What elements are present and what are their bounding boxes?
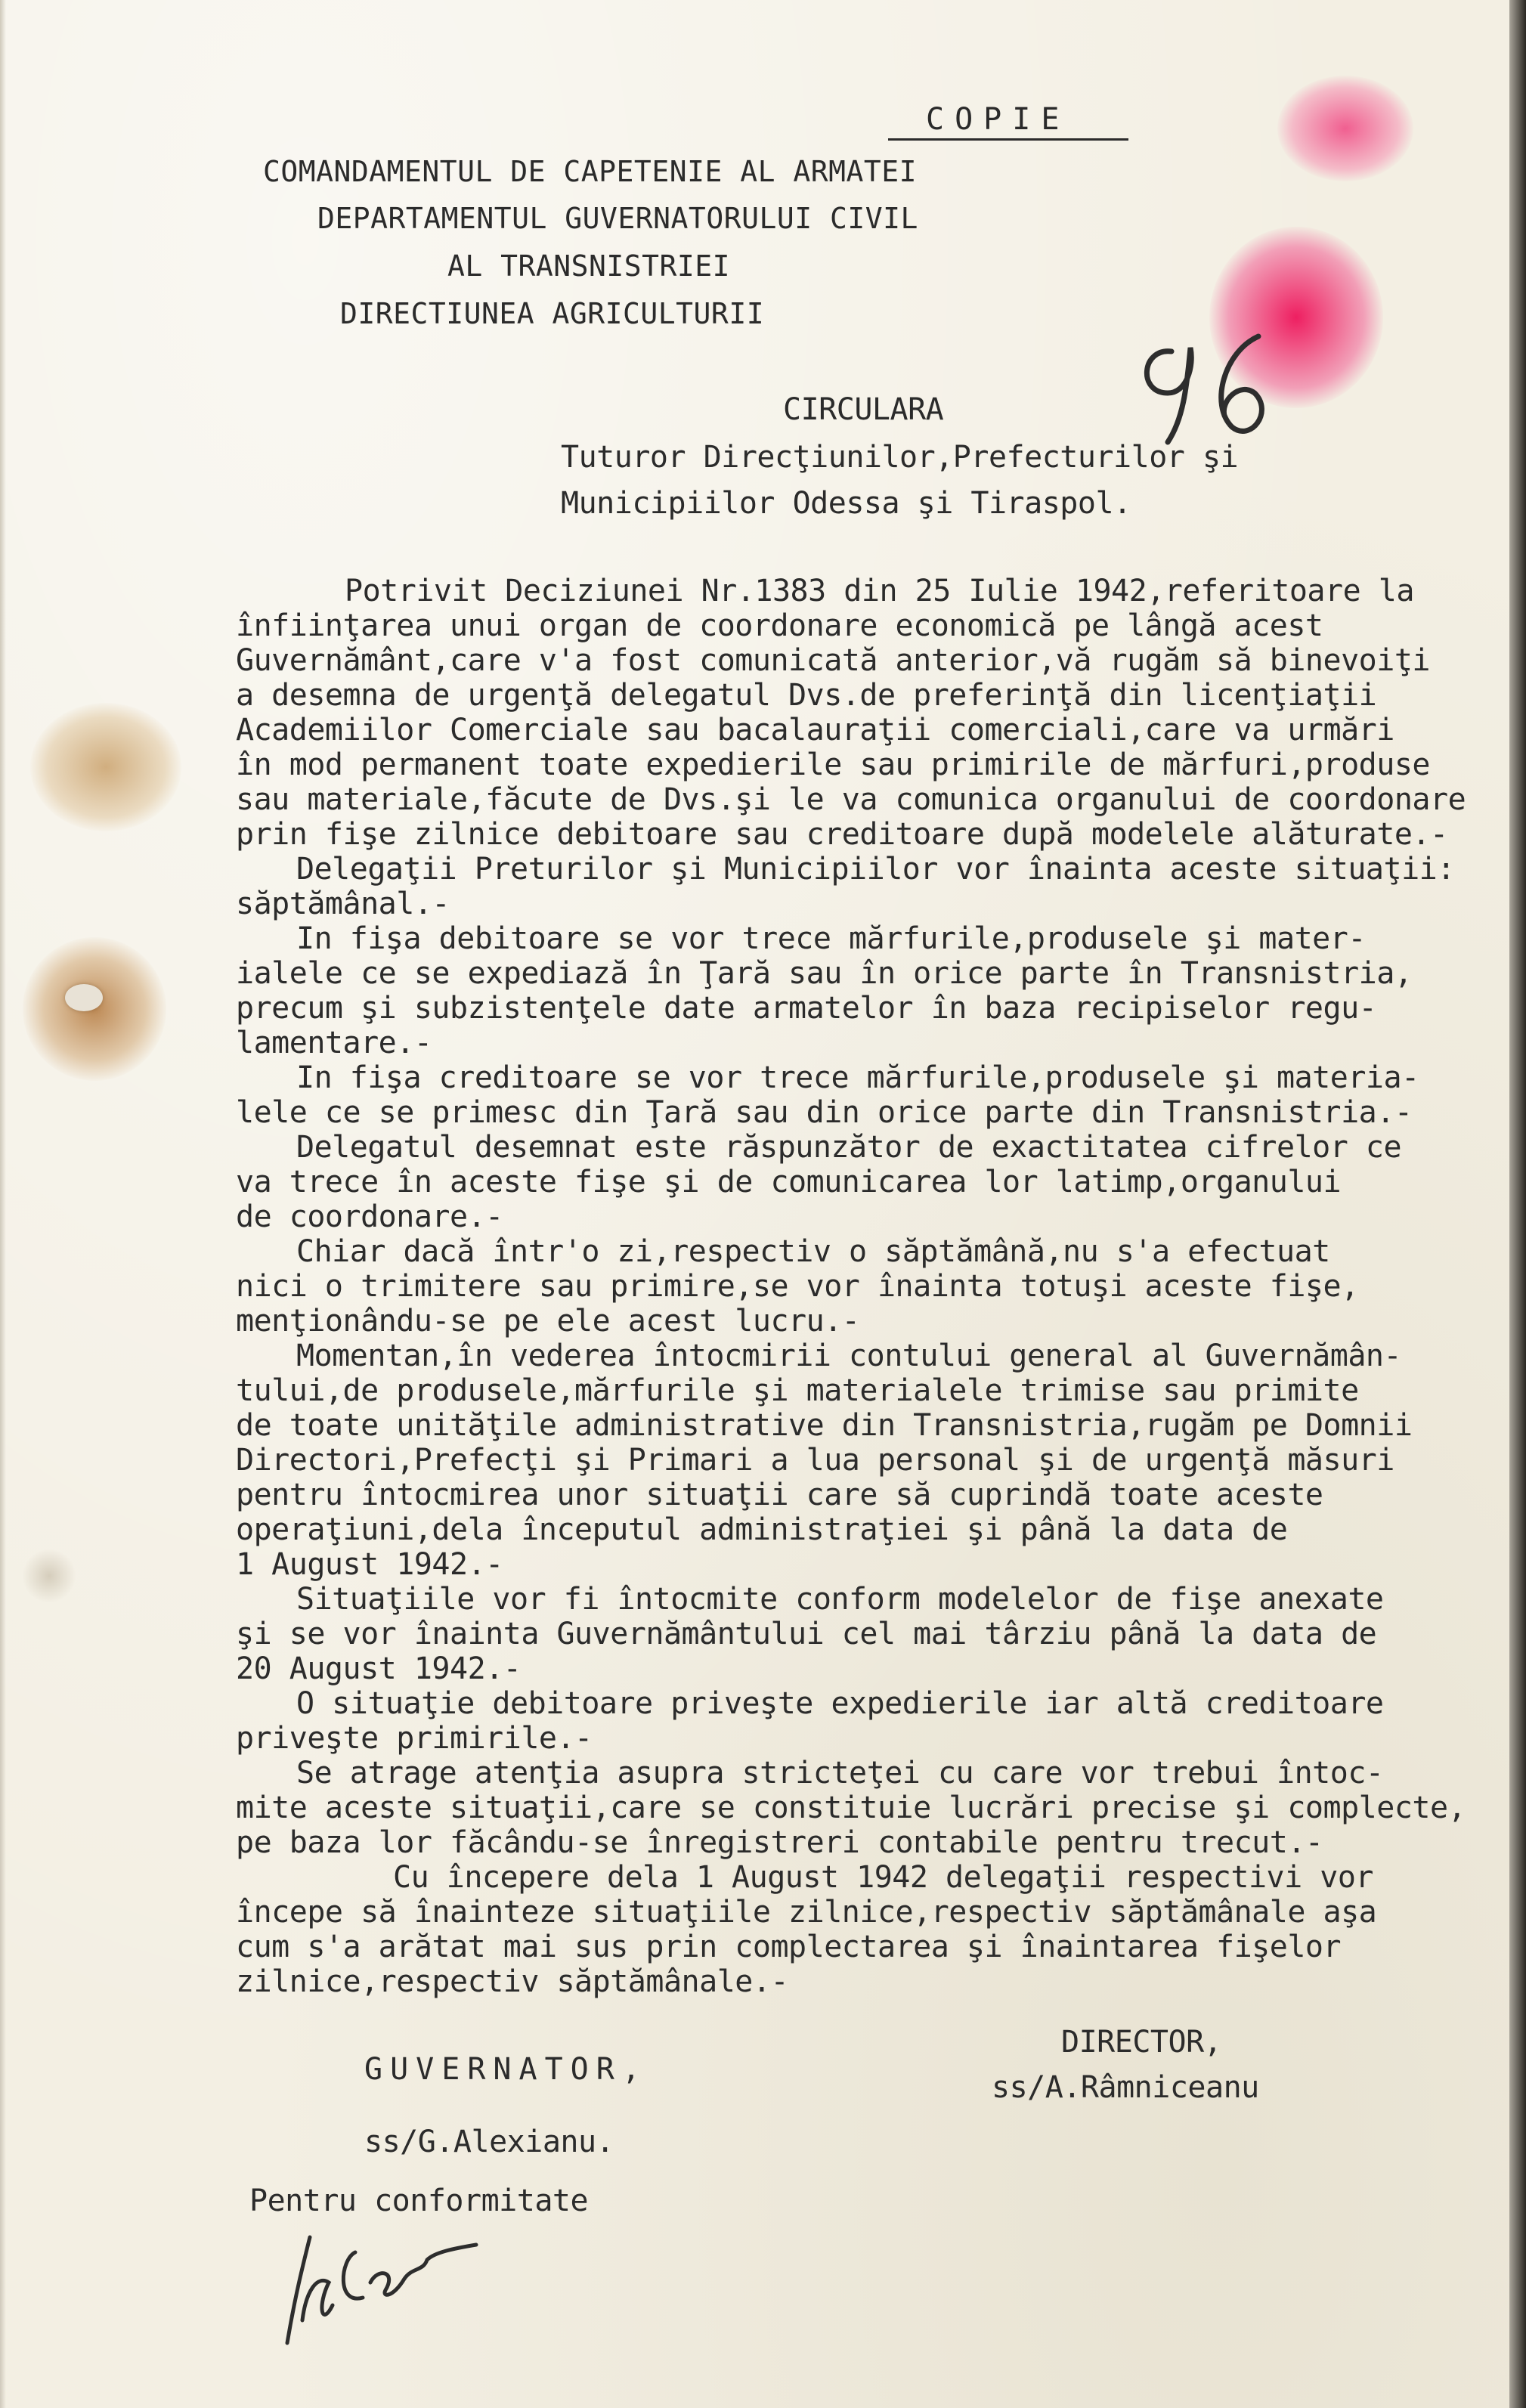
director-signature: ss/A.Râmniceanu (992, 2070, 1259, 2105)
body-line: menţionându-se pe ele acest lucru.- (236, 1304, 860, 1339)
body-line: săptămânal.- (236, 887, 450, 921)
body-line: pe baza lor făcându-se înregistreri contabile pentru trecut.- (236, 1825, 1323, 1860)
document-title: CIRCULARA (783, 392, 944, 427)
body-line: Delegaţii Preturilor şi Municipiilor vor înainta aceste situaţii: (296, 852, 1455, 887)
body-line: Cu începere dela 1 August 1942 delegaţii respectivi vor (393, 1860, 1374, 1895)
body-line: Momentan,în vederea întocmirii contului general al Guvernămân- (296, 1339, 1402, 1373)
body-line: pentru întocmirea unor situaţii care să cuprindă toate aceste (236, 1478, 1323, 1512)
header-line: DIRECTIUNEA AGRICULTURII (340, 297, 765, 330)
addressee-line: Tuturor Direcţiunilor,Prefecturilor şi (561, 440, 1239, 475)
paper-edge-left (0, 0, 6, 2408)
body-line: lele ce se primesc din Ţară sau din orice parte din Transnistria.- (236, 1095, 1413, 1130)
body-line: de toate unităţile administrative din Transnistria,rugăm pe Domnii (236, 1408, 1413, 1443)
director-title: DIRECTOR, (1061, 2025, 1222, 2060)
body-line: O situaţie debitoare priveşte expedierile iar altă creditoare (296, 1686, 1384, 1721)
conformity-note: Pentru conformitate (249, 2184, 589, 2218)
copy-mark-underline (888, 138, 1128, 141)
body-line: priveşte primirile.- (236, 1721, 593, 1756)
handwritten-signature (272, 2207, 484, 2358)
body-line: Academiilor Comerciale sau bacalauraţii comerciali,care va urmări (236, 713, 1394, 747)
header-line: AL TRANSNISTRIEI (447, 249, 731, 283)
pink-ink-mark (1277, 76, 1413, 181)
body-line: mite aceste situaţii,care se constituie lucrări precise şi complecte, (236, 1791, 1466, 1825)
body-line: 1 August 1942.- (236, 1547, 503, 1582)
body-line: prin fişe zilnice debitoare sau creditoare după modelele alăturate.- (236, 817, 1448, 852)
body-line: în mod permanent toate expedierile sau primirile de mărfuri,produse (236, 747, 1430, 782)
body-line: Potrivit Deciziunei Nr.1383 din 25 Iulie 1942,referitoare la (345, 574, 1414, 608)
copy-mark: COPIE (926, 102, 1070, 137)
addressee-line: Municipiilor Odessa şi Tiraspol. (561, 486, 1131, 521)
body-line: zilnice,respectiv săptămânale.- (236, 1964, 789, 1999)
body-line: de coordonare.- (236, 1199, 503, 1234)
body-line: 20 August 1942.- (236, 1651, 522, 1686)
body-line: Guvernământ,care v'a fost comunicată anterior,vă rugăm să binevoiţi (236, 643, 1430, 678)
paper-edge-right (1509, 0, 1526, 2408)
punch-hole (65, 984, 103, 1011)
body-line: precum şi subzistenţele date armatelor în baza recipiselor regu- (236, 991, 1377, 1026)
body-line: cum s'a arătat mai sus prin complectarea şi înaintarea fişelor (236, 1930, 1342, 1964)
body-line: Se atrage atenţia asupra stricteţei cu care vor trebui întoc- (296, 1756, 1384, 1791)
body-line: tului,de produsele,mărfurile şi materialele trimise sau primite (236, 1373, 1359, 1408)
body-line: sau materiale,făcute de Dvs.şi le va comunica organului de coordonare (236, 782, 1466, 817)
body-line: ialele ce se expediază în Ţară sau în orice parte în Transnistria, (236, 956, 1413, 991)
header-line: DEPARTAMENTUL GUVERNATORULUI CIVIL (317, 202, 918, 235)
body-line: nici o trimitere sau primire,se vor înainta totuşi aceste fişe, (236, 1269, 1359, 1304)
body-line: Chiar dacă într'o zi,respectiv o săptămână,nu s'a efectuat (296, 1234, 1330, 1269)
governor-title: GUVERNATOR, (364, 2052, 648, 2087)
handwritten-number-96 (1126, 321, 1292, 450)
body-line: şi se vor înainta Guvernământului cel mai târziu până la data de (236, 1617, 1377, 1651)
body-line: operaţiuni,dela începutul administraţiei şi până la data de (236, 1512, 1288, 1547)
governor-signature: ss/G.Alexianu. (364, 2125, 614, 2159)
paper-stain (23, 1549, 76, 1602)
body-line: începe să înainteze situaţiile zilnice,respectiv săptămânale aşa (236, 1895, 1377, 1930)
body-line: Situaţiile vor fi întocmite conform modelelor de fişe anexate (296, 1582, 1384, 1617)
body-line: înfiinţarea unui organ de coordonare economică pe lângă acest (236, 608, 1323, 643)
body-line: a desemna de urgenţă delegatul Dvs.de preferinţă din licenţiaţii (236, 678, 1377, 713)
body-line: Directori,Prefecţi şi Primari a lua personal şi de urgenţă măsuri (236, 1443, 1394, 1478)
body-line: Delegatul desemnat este răspunzător de exactitatea cifrelor ce (296, 1130, 1402, 1165)
body-line: va trece în aceste fişe şi de comunicarea lor latimp,organului (236, 1165, 1342, 1199)
body-line: In fişa creditoare se vor trece mărfurile,produsele şi materia- (296, 1060, 1419, 1095)
rust-stain (30, 703, 181, 831)
rust-stain (23, 937, 166, 1081)
body-line: lamentare.- (236, 1026, 432, 1060)
body-line: In fişa debitoare se vor trece mărfurile,produsele şi mater- (296, 921, 1366, 956)
header-line: COMANDAMENTUL DE CAPETENIE AL ARMATEI (263, 155, 917, 188)
